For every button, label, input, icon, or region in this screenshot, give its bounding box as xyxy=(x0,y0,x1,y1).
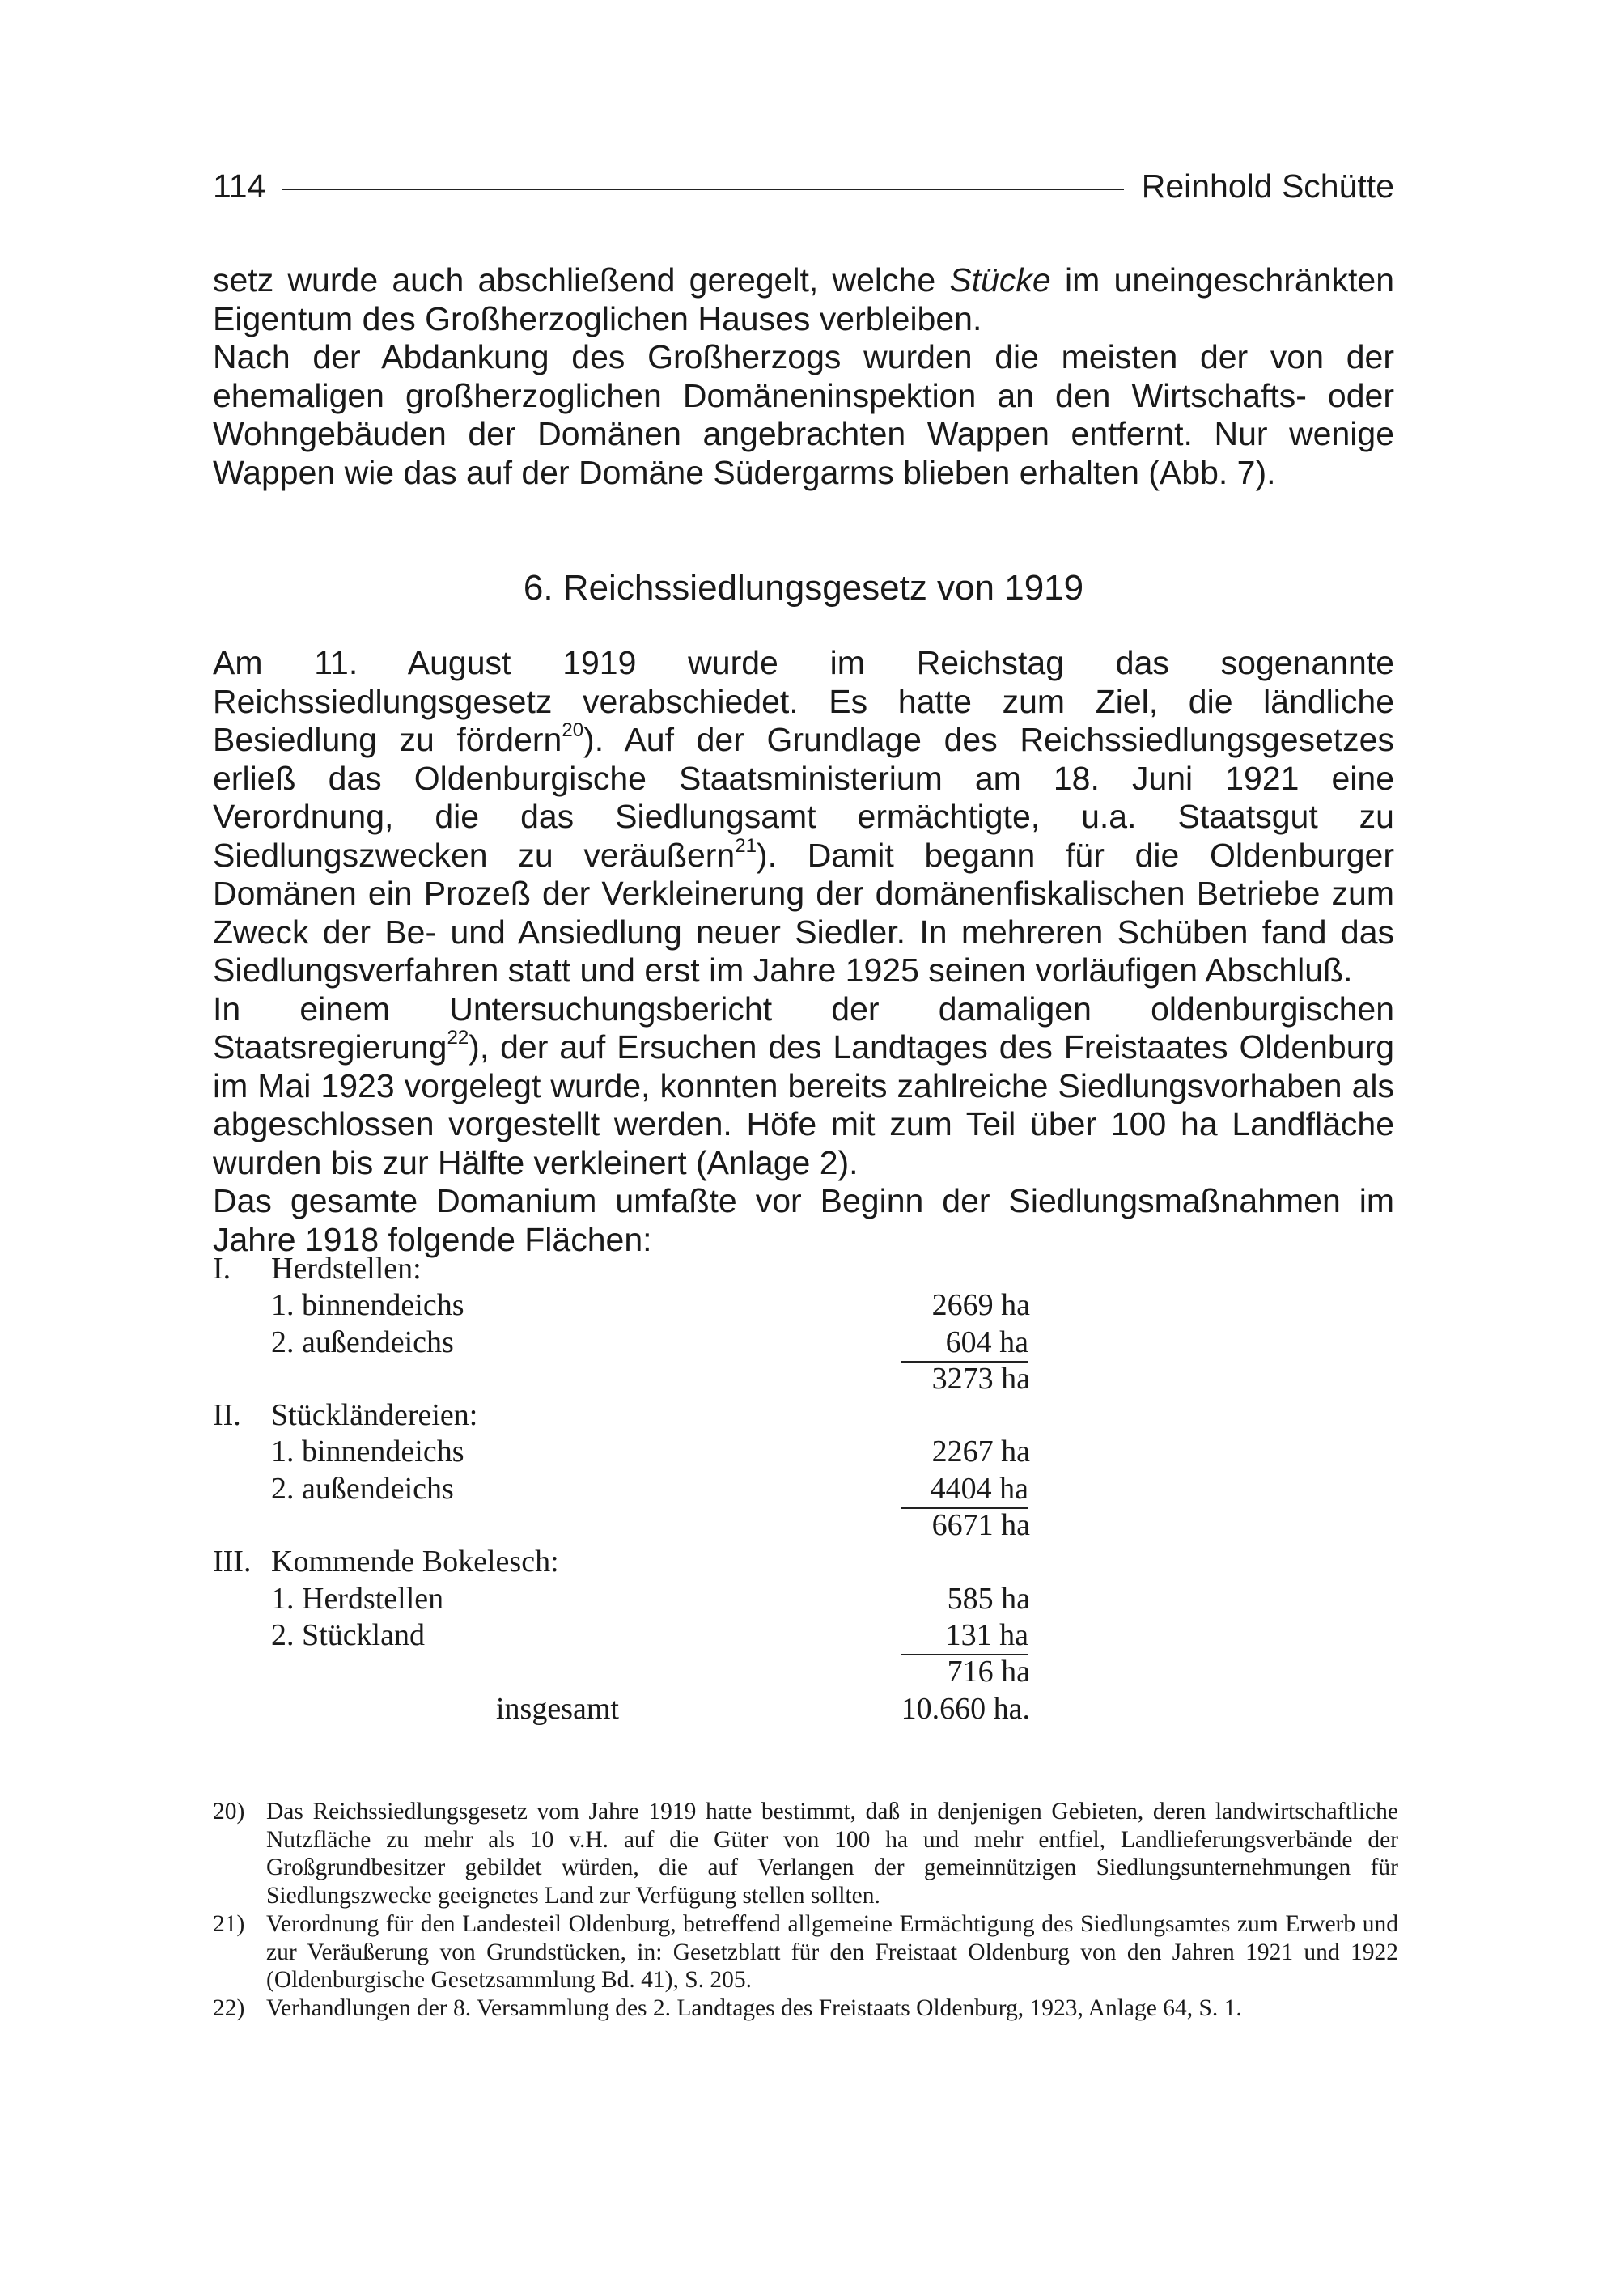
section-heading: 6. Reichssiedlungsgesetz von 1919 xyxy=(523,568,1084,608)
text-run: im uneingeschränkten Eigentum des Großherzoglichen Hauses verbleiben. xyxy=(213,261,1394,337)
emphasized-text: Stücke xyxy=(949,261,1051,299)
footnote xyxy=(213,1910,1398,1994)
group-label: Herdstellen: xyxy=(271,1252,422,1286)
total-label: insgesamt xyxy=(496,1691,619,1726)
page-number: 114 xyxy=(213,167,266,205)
text-run: ), der auf Ersuchen des Landtages des Freistaates Oldenburg im Mai 1923 vorgelegt wurde, konnten bereits zahlreiche Siedlungsvorhaben als abgeschlossen vorgestellt werden. Höfe mit zum Teil über 100 ha Landfläche wurden bis zur Hälfte verkleinert (Anlage 2). xyxy=(213,1028,1394,1181)
subtotal-value: 6671 ha xyxy=(931,1508,1030,1543)
footnote-text: Das Reichssiedlungsgesetz vom Jahre 1919 hatte bestimmt, daß in denjenigen Gebieten, deren landwirtschaftliche Nutzfläche zu mehr als 10 v.H. auf die Güter von 100 ha und mehr entfiel, Landlieferungsverbände der Großgrundbesitzer gebildet würden, die auf Verlangen der gemeinnützigen Siedlungsunternehmungen für Siedlungszwecke geeignetes Land zur Verfügung stellen sollten. xyxy=(266,1799,1398,1909)
group-numeral: I. xyxy=(213,1252,231,1286)
footnote-number: 20) xyxy=(213,1799,245,1825)
item-value: 4404 ha xyxy=(901,1471,1028,1509)
subtotal-value: 3273 ha xyxy=(931,1361,1030,1396)
item-value: 585 ha xyxy=(947,1581,1030,1616)
footnotes xyxy=(213,1798,1398,2023)
footnote-ref[interactable]: 20 xyxy=(562,719,584,742)
section-text-block xyxy=(213,644,1394,1259)
text-run: In einem Untersuchungsbericht der damaligen oldenburgischen Staatsregierung xyxy=(213,990,1394,1066)
item-label: 1. binnendeichs xyxy=(271,1288,464,1323)
header-rule xyxy=(282,189,1123,190)
subtotal-value: 716 ha xyxy=(947,1655,1030,1689)
running-head xyxy=(213,162,1394,210)
paragraph xyxy=(213,261,1394,338)
group-label: Kommende Bokelesch: xyxy=(271,1545,559,1579)
text-run: ). Damit begann für die Oldenburger Domänen ein Prozeß der Verkleinerung der domänenfiskalischen Betriebe zum Zweck der Be- und Ansiedlung neuer Siedler. In mehreren Schüben fand das Siedlungsverfahren statt und erst im Jahre 1925 seinen vorläufigen Abschluß. xyxy=(213,836,1394,989)
text-run: setz wurde auch abschließend geregelt, welche xyxy=(213,261,950,299)
footnote xyxy=(213,1798,1398,1910)
running-head-author: Reinhold Schütte xyxy=(1141,167,1394,205)
paragraph xyxy=(213,990,1394,1183)
item-value: 2267 ha xyxy=(931,1435,1030,1469)
item-value: 2669 ha xyxy=(931,1288,1030,1323)
paragraph: Nach der Abdankung des Großherzogs wurden die meisten der von der ehemaligen großherzoglichen Domäneninspektion an den Wirtschafts- oder Wohngebäuden der Domänen angebrachten Wappen entfernt. Nur wenige Wappen wie das auf der Domäne Südergarms blieben erhalten (Abb. 7). xyxy=(213,338,1394,491)
footnote-number: 22) xyxy=(213,1994,245,2021)
item-label: 2. außendeichs xyxy=(271,1471,454,1506)
footnote-number: 21) xyxy=(213,1910,245,1937)
intro-text-block xyxy=(213,261,1394,492)
footnote-text: Verordnung für den Landesteil Oldenburg, betreffend allgemeine Ermächtigung des Siedlungsamtes zum Erwerb und zur Veräußerung von Grundstücken, in: Gesetzblatt für den Freistaat Oldenburg von den Jahren 1921 und 1922 (Oldenburgische Gesetzsammlung Bd. 41), S. 205. xyxy=(266,1910,1398,1994)
item-label: 1. binnendeichs xyxy=(271,1435,464,1469)
total-value: 10.660 ha. xyxy=(901,1691,1030,1726)
item-value: 131 ha xyxy=(901,1617,1028,1655)
item-label: 1. Herdstellen xyxy=(271,1581,444,1616)
item-label: 2. Stückland xyxy=(271,1617,425,1652)
group-numeral: III. xyxy=(213,1545,252,1579)
group-numeral: II. xyxy=(213,1398,241,1433)
text-run: ). Auf der Grundlage des Reichssiedlungsgesetzes erließ das Oldenburgische Staatsministerium am 18. Juni 1921 eine Verordnung, die das Siedlungsamt ermächtigte, u.a. Staatsgut zu Siedlungszwecken zu veräußern xyxy=(213,721,1394,874)
footnote xyxy=(213,1994,1398,2023)
text-run: Am 11. August 1919 wurde im Reichstag das sogenannte Reichssiedlungsgesetz verabschiedet. Es hatte zum Ziel, die ländliche Besiedlung zu fördern xyxy=(213,644,1394,758)
item-value: 604 ha xyxy=(901,1325,1028,1363)
group-label: Stückländereien: xyxy=(271,1398,478,1433)
item-label: 2. außendeichs xyxy=(271,1325,454,1359)
footnote-ref[interactable]: 22 xyxy=(447,1027,469,1049)
paragraph xyxy=(213,644,1394,990)
paragraph: Das gesamte Domanium umfaßte vor Beginn der Siedlungsmaßnahmen im Jahre 1918 folgende Flächen: xyxy=(213,1182,1394,1258)
footnote-text: Verhandlungen der 8. Versammlung des 2. Landtages des Freistaats Oldenburg, 1923, Anlage 64, S. 1. xyxy=(266,1994,1242,2021)
footnote-ref[interactable]: 21 xyxy=(735,834,757,857)
